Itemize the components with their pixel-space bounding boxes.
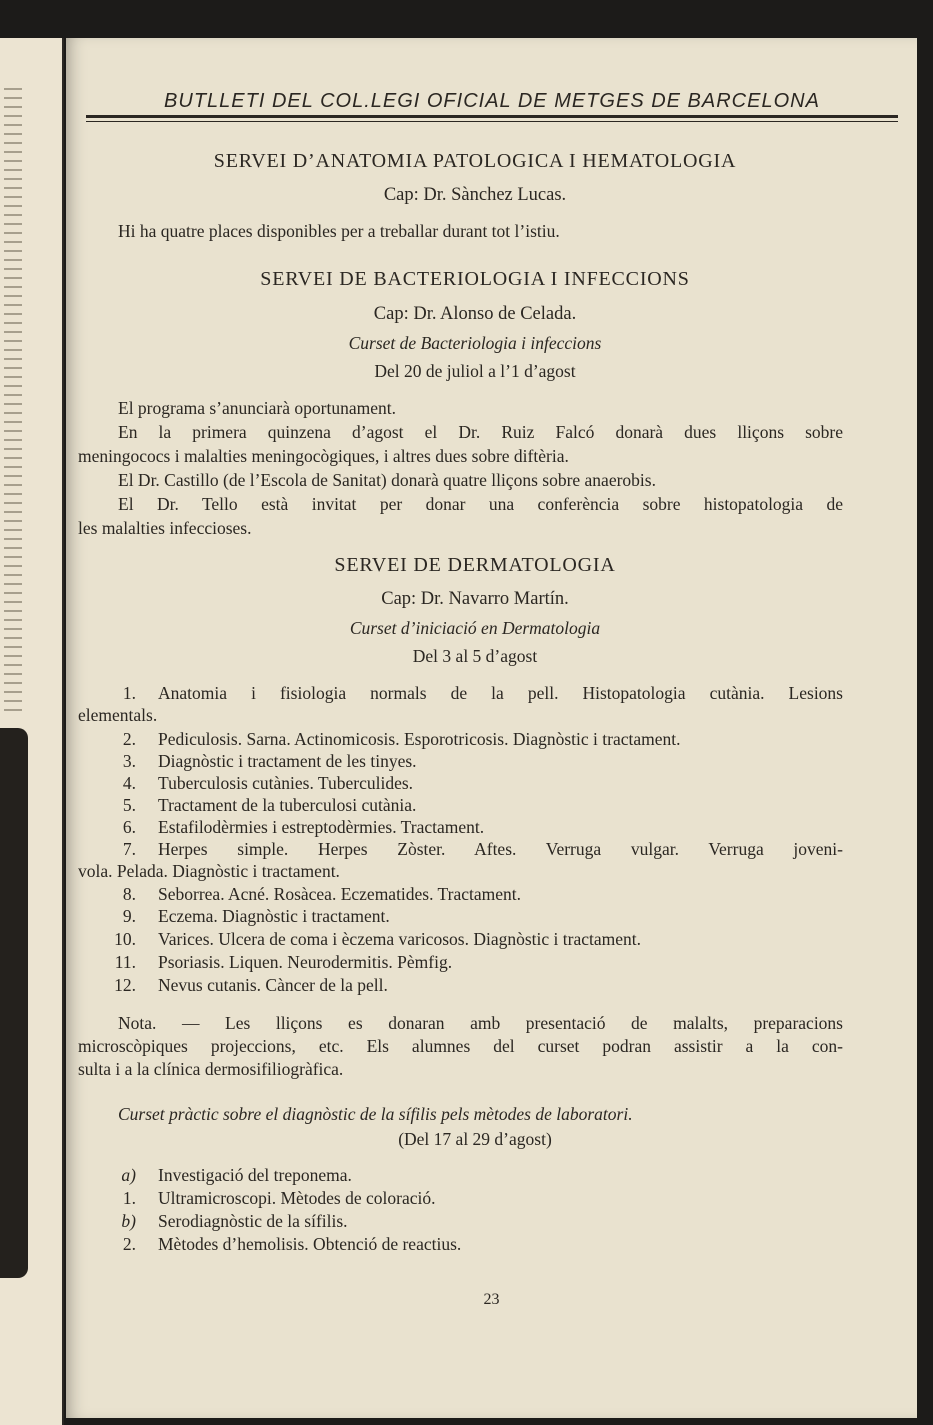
binding-dark-tab xyxy=(0,728,28,1278)
document-page xyxy=(66,38,917,1418)
list-item-text: Anatomia i fisiologia normals de la pell. Histopatologia cutània. Lesions xyxy=(158,683,843,703)
list-item-text: Eczema. Diagnòstic i tractament. xyxy=(158,906,390,926)
list-item-text: Estafilodèrmies i estreptodèrmies. Tractament. xyxy=(158,817,485,837)
practical-item-text: Investigació del treponema. xyxy=(158,1165,352,1185)
header-rule-thick xyxy=(86,115,898,118)
page-number: 23 xyxy=(483,1291,500,1308)
practical-item-text: Mètodes d’hemolisis. Obtenció de reactius. xyxy=(158,1234,462,1254)
list-item-text: Nevus cutanis. Càncer de la pell. xyxy=(158,975,388,995)
section-chief-hematologia: Cap: Dr. Sànchez Lucas. xyxy=(383,185,567,205)
list-item-text: Herpes simple. Herpes Zòster. Aftes. Verruga vulgar. Verruga joveni- xyxy=(158,839,843,859)
paragraph-line: En la primera quinzena d’agost el Dr. Ruiz Falcó donarà dues lliçons sobre xyxy=(118,422,843,442)
practical-item-marker: a) xyxy=(121,1165,136,1185)
list-item-number: 5. xyxy=(122,795,136,815)
list-item-text: Seborrea. Acné. Rosàcea. Eczematides. Tractament. xyxy=(158,884,521,904)
list-item-text: vola. Pelada. Diagnòstic i tractament. xyxy=(78,861,340,881)
practical-item-text: Ultramicroscopi. Mètodes de coloració. xyxy=(158,1188,436,1208)
paragraph-line: El programa s’anunciarà oportunament. xyxy=(118,398,396,418)
practical-item-marker: b) xyxy=(121,1211,136,1231)
section-heading-bacteriologia: SERVEI DE BACTERIOLOGIA I INFECCIONS xyxy=(260,268,690,290)
list-item-text: elementals. xyxy=(78,705,158,725)
course-title-bacteriologia: Curset de Bacteriologia i infeccions xyxy=(348,333,602,353)
list-item-number: 7. xyxy=(122,839,136,859)
section-text-hematologia: Hi ha quatre places disponibles per a treballar durant tot l’istiu. xyxy=(118,221,560,241)
course-dates-bacteriologia: Del 20 de juliol a l’1 d’agost xyxy=(374,361,576,381)
book-binding-edge xyxy=(0,38,64,1425)
course-dates-dermatologia: Del 3 al 5 d’agost xyxy=(412,646,538,666)
binding-decorative-pattern xyxy=(4,88,22,718)
list-item-number: 3. xyxy=(122,751,136,771)
course-title-dermatologia: Curset d’iniciació en Dermatologia xyxy=(349,618,601,638)
practical-course-dates: (Del 17 al 29 d’agost) xyxy=(398,1129,552,1149)
practical-item-text: Serodiagnòstic de la sífilis. xyxy=(158,1211,348,1231)
list-item-number: 2. xyxy=(122,729,136,749)
note-line: microscòpiques projeccions, etc. Els alumnes del curset podran assistir a la con- xyxy=(78,1036,843,1056)
list-item-number: 8. xyxy=(122,884,136,904)
list-item-text: Psoriasis. Liquen. Neurodermitis. Pèmfig. xyxy=(158,952,453,972)
list-item-number: 12. xyxy=(114,975,136,995)
practical-item-marker: 2. xyxy=(122,1234,136,1254)
list-item-number: 1. xyxy=(122,683,136,703)
paragraph-line: El Dr. Castillo (de l’Escola de Sanitat) donarà quatre lliçons sobre anaerobis. xyxy=(118,470,656,490)
journal-header-title: BUTLLETI DEL COL.LEGI OFICIAL DE METGES DE BARCELONA xyxy=(164,90,820,112)
list-item-number: 11. xyxy=(114,952,136,972)
list-item-number: 10. xyxy=(114,929,136,949)
paragraph-line: les malalties infeccioses. xyxy=(78,518,252,538)
header-rule-thin xyxy=(86,121,898,122)
list-item-text: Tuberculosis cutànies. Tuberculides. xyxy=(158,773,414,793)
list-item-number: 4. xyxy=(122,773,136,793)
list-item-text: Varices. Ulcera de coma i èczema varicosos. Diagnòstic i tractament. xyxy=(158,929,641,949)
section-chief-dermatologia: Cap: Dr. Navarro Martín. xyxy=(381,589,569,609)
practical-course-title: Curset pràctic sobre el diagnòstic de la sífilis pels mètodes de laboratori. xyxy=(118,1104,633,1124)
section-chief-bacteriologia: Cap: Dr. Alonso de Celada. xyxy=(373,304,577,324)
section-heading-dermatologia: SERVEI DE DERMATOLOGIA xyxy=(334,554,616,576)
section-heading-hematologia: SERVEI D’ANATOMIA PATOLOGICA I HEMATOLOGIA xyxy=(213,150,737,172)
list-item-text: Tractament de la tuberculosi cutània. xyxy=(158,795,417,815)
list-item-number: 6. xyxy=(122,817,136,837)
list-item-text: Diagnòstic i tractament de les tinyes. xyxy=(158,751,417,771)
paragraph-line: meningococs i malalties meningocògiques, i altres dues sobre diftèria. xyxy=(78,446,569,466)
note-line: sulta i a la clínica dermosifiliogràfica. xyxy=(78,1059,344,1079)
list-item-number: 9. xyxy=(122,906,136,926)
list-item-text: Pediculosis. Sarna. Actinomicosis. Esporotricosis. Diagnòstic i tractament. xyxy=(158,729,681,749)
note-line: Nota. — Les lliçons es donaran amb presentació de malalts, preparacions xyxy=(118,1013,843,1033)
paragraph-line: El Dr. Tello està invitat per donar una conferència sobre histopatologia de xyxy=(118,494,843,514)
practical-item-marker: 1. xyxy=(122,1188,136,1208)
